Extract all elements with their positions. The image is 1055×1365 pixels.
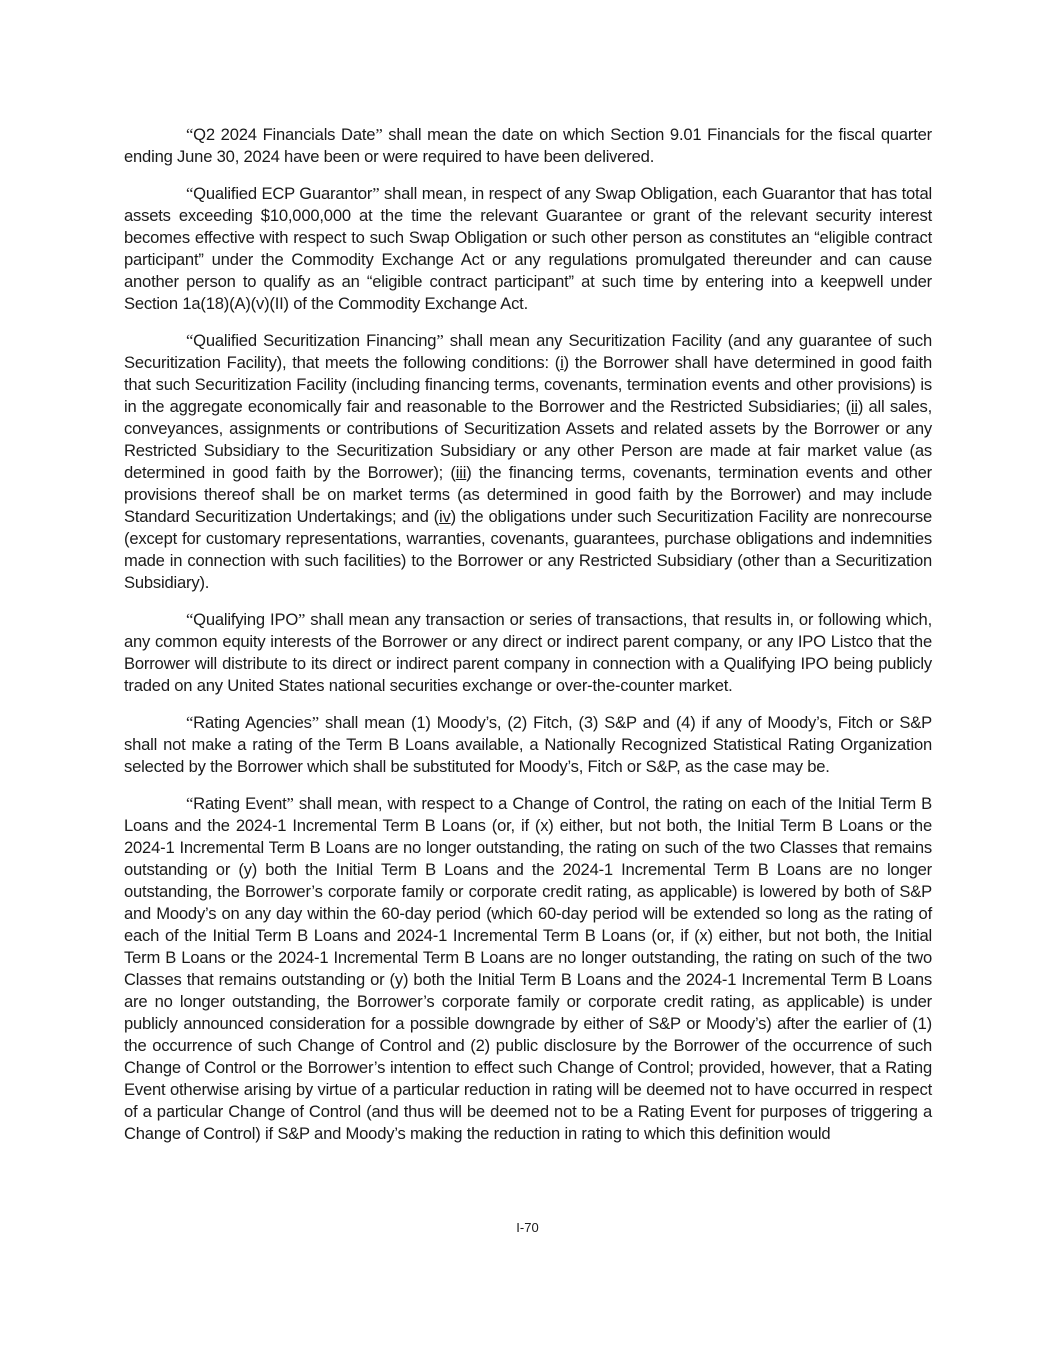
definition-text: ) the financing terms, covenants, termination events and other provisions thereof shall be on market terms (as determined in good faith by the Borrower) and may include Standard Securitization Undertakings; and ( xyxy=(124,463,932,526)
definition-text: ) all sales, conveyances, assignments or contributions of Securitization Assets and related assets by the Borrower or any Restricted Subsidiary to the Securitization Subsidiary or any other Person are made at fair market value (as determined in good faith by the Borrower); ( xyxy=(124,397,932,482)
clause-numeral: iii xyxy=(455,463,467,482)
document-page xyxy=(124,124,932,1160)
defined-term: Rating Event xyxy=(193,794,287,813)
page-number: I-70 xyxy=(516,1220,539,1235)
definition-text: shall mean the date on which Section 9.01 Financials for the fiscal quarter ending June 30, 2024 have been or were required to have been delivered. xyxy=(124,125,932,166)
definition-qualifying-ipo: “Qualifying IPO” shall mean any transaction or series of transactions, that results in, or following which, any common equity interests of the Borrower or any direct or indirect parent company, or any IPO Listco that the Borrower will distribute to its direct or indirect parent company in connection with a Qualifying IPO being publicly traded on any United States national securities exchange or over-the-counter market. xyxy=(124,610,932,695)
definition-qualified-ecp-guarantor: “Qualified ECP Guarantor” shall mean, in respect of any Swap Obligation, each Guarantor that has total assets exceeding $10,000,000 at the time the relevant Guarantee or grant of the relevant security interest becomes effective with respect to such Swap Obligation or such other person as constitutes an “eligible contract participant” under the Commodity Exchange Act or any regulations promulgated thereunder and can cause another person to qualify as an “eligible contract participant” at such time by entering into a keepwell under Section 1a(18)(A)(v)(II) of the Commodity Exchange Act. xyxy=(124,184,932,313)
definition-text: ) the Borrower shall have determined in good faith that such Securitization Facility (including financing terms, covenants, termination events and other provisions) is in the aggregate economically fair and reasonable to the Borrower and the Restricted Subsidiaries; ( xyxy=(124,353,932,416)
definition-rating-event: “Rating Event” shall mean, with respect to a Change of Control, the rating on each of the Initial Term B Loans and the 2024-1 Incremental Term B Loans (or, if (x) either, but not both, the Initial Term B Loans or the 2024-1 Incremental Term B Loans are no longer outstanding, the rating on such of the two Classes that remains outstanding or (y) both the Initial Term B Loans and the 2024-1 Incremental Term B Loans are no longer outstanding, the Borrower’s corporate family or corporate credit rating, as applicable) is lowered by both of S&P and Moody’s on any day within the 60-day period (which 60-day period will be extended so long as the rating of each of the Initial Term B Loans and 2024-1 Incremental Term B Loans (or, if (x) either, but not both, the Initial Term B Loans or the 2024-1 Incremental Term B Loans are no longer outstanding, the rating on such of the two Classes that remains outstanding or (y) both the Initial Term B Loans and the 2024-1 Incremental Term B Loans are no longer outstanding, the Borrower’s corporate family or corporate credit rating, as applicable) is under publicly announced consideration for a possible downgrade by either of S&P or Moody’s) after the earlier of (1) the occurrence of such Change of Control and (2) public disclosure by the Borrower of the occurrence of such Change of Control or the Borrower’s intention to effect such Change of Control; provided, however, that a Rating Event otherwise arising by virtue of a particular reduction in rating will be deemed not to have occurred in respect of a particular Change of Control (and thus will be deemed not to be a Rating Event for purposes of triggering a Change of Control) if S&P and Moody’s making the reduction in rating to which this definition would xyxy=(124,794,932,1143)
definition-text: shall mean any Securitization Facility (and any guarantee of such Securitization Facility), that meets the following conditions: ( xyxy=(124,331,932,372)
definition-rating-agencies: “Rating Agencies” shall mean (1) Moody’s, (2) Fitch, (3) S&P and (4) if any of Moody’s, Fitch or S&P shall not make a rating of the Term B Loans available, a Nationally Recognized Statistical Rating Organization selected by the Borrower which shall be substituted for Moody’s, Fitch or S&P, as the case may be. xyxy=(124,713,932,776)
defined-term: Rating Agencies xyxy=(193,713,312,732)
definition-text: shall mean, in respect of any Swap Obligation, each Guarantor that has total assets exceeding $10,000,000 at the time the relevant Guarantee or grant of the relevant security interest becomes effective with respect to such Swap Obligation or such other person as constitutes an “eligible contract participant” under the Commodity Exchange Act or any regulations promulgated thereunder and can cause another person to qualify as an “eligible contract participant” at such time by entering into a keepwell under Section 1a(18)(A)(v)(II) of the Commodity Exchange Act. xyxy=(124,184,932,313)
defined-term: Q2 2024 Financials Date xyxy=(193,125,376,144)
definition-q2-2024-financials-date: “Q2 2024 Financials Date” shall mean the date on which Section 9.01 Financials for the fiscal quarter ending June 30, 2024 have been or were required to have been delivered. xyxy=(124,125,932,166)
clause-numeral: iv xyxy=(439,507,451,526)
definition-text: ) the obligations under such Securitization Facility are nonrecourse (except for customary representations, warranties, covenants, guarantees, purchase obligations and indemnities made in connection with such facilities) to the Borrower or any Restricted Subsidiary (other than a Securitization Subsidiary). xyxy=(124,507,932,592)
clause-numeral: ii xyxy=(850,397,858,416)
definition-qualified-securitization-financing: “Qualified Securitization Financing” shall mean any Securitization Facility (and any guarantee of such Securitization Facility), that meets the following conditions: (i) the Borrower shall have determined in good faith that such Securitization Facility (including financing terms, covenants, termination events and other provisions) is in the aggregate economically fair and reasonable to the Borrower and the Restricted Subsidiaries; (ii) all sales, conveyances, assignments or contributions of Securitization Assets and related assets by the Borrower or any Restricted Subsidiary to the Securitization Subsidiary or any other Person are made at fair market value (as determined in good faith by the Borrower); (iii) the financing terms, covenants, termination events and other provisions thereof shall be on market terms (as determined in good faith by the Borrower) and may include Standard Securitization Undertakings; and (iv) the obligations under such Securitization Facility are nonrecourse (except for customary representations, warranties, covenants, guarantees, purchase obligations and indemnities made in connection with such facilities) to the Borrower or any Restricted Subsidiary (other than a Securitization Subsidiary). xyxy=(124,331,932,592)
definition-text: shall mean (1) Moody’s, (2) Fitch, (3) S&P and (4) if any of Moody’s, Fitch or S&P shall not make a rating of the Term B Loans available, a Nationally Recognized Statistical Rating Organization selected by the Borrower which shall be substituted for Moody’s, Fitch or S&P, as the case may be. xyxy=(124,713,932,776)
definition-text: shall mean, with respect to a Change of Control, the rating on each of the Initial Term B Loans and the 2024-1 Incremental Term B Loans (or, if (x) either, but not both, the Initial Term B Loans or the 2024-1 Incremental Term B Loans are no longer outstanding, the rating on such of the two Classes that remains outstanding or (y) both the Initial Term B Loans and the 2024-1 Incremental Term B Loans are no longer outstanding, the Borrower’s corporate family or corporate credit rating, as applicable) is lowered by both of S&P and Moody’s on any day within the 60-day period (which 60-day period will be extended so long as the rating of each of the Initial Term B Loans and 2024-1 Incremental Term B Loans (or, if (x) either, but not both, the Initial Term B Loans or the 2024-1 Incremental Term B Loans are no longer outstanding, the rating on such of the two Classes that remains outstanding or (y) both the Initial Term B Loans and the 2024-1 Incremental Term B Loans are no longer outstanding, the Borrower’s corporate family or corporate credit rating, as applicable) is under publicly announced consideration for a possible downgrade by either of S&P or Moody’s) after the earlier of (1) the occurrence of such Change of Control and (2) public disclosure by the Borrower of the occurrence of such Change of Control or the Borrower’s intention to effect such Change of Control; provided, however, that a Rating Event otherwise arising by virtue of a particular reduction in rating will be deemed not to have occurred in respect of a particular Change of Control (and thus will be deemed not to be a Rating Event for purposes of triggering a Change of Control) if S&P and Moody’s making the reduction in rating to which this definition would xyxy=(124,794,932,1143)
defined-term: Qualifying IPO xyxy=(193,610,299,629)
clause-numeral: i xyxy=(560,353,564,372)
defined-term: Qualified ECP Guarantor xyxy=(193,184,373,203)
defined-term: Qualified Securitization Financing xyxy=(193,331,437,350)
definition-text: shall mean any transaction or series of transactions, that results in, or following which, any common equity interests of the Borrower or any direct or indirect parent company, or any IPO Listco that the Borrower will distribute to its direct or indirect parent company in connection with a Qualifying IPO being publicly traded on any United States national securities exchange or over-the-counter market. xyxy=(124,610,932,695)
